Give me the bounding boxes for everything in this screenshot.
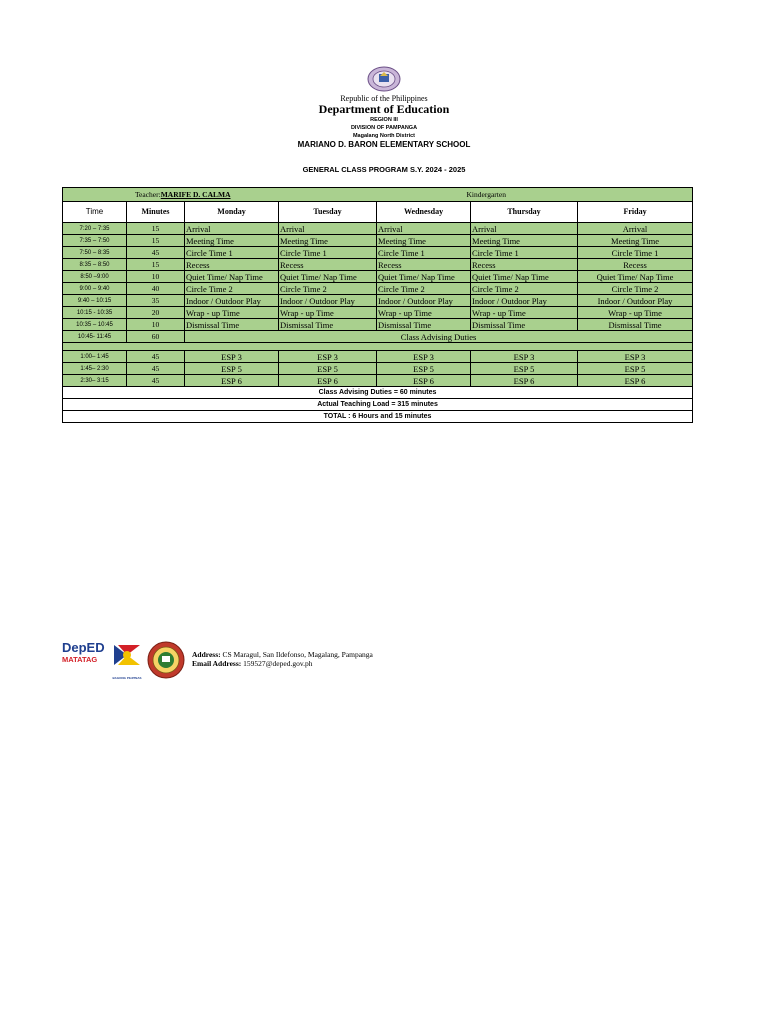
activity-cell: Quiet Time/ Nap Time [377, 271, 471, 283]
teacher-name: MARIFE D. CALMA [160, 189, 231, 199]
schedule-row [63, 375, 693, 387]
activity-cell: Recess [279, 259, 377, 271]
activity-cell: Quiet Time/ Nap Time [279, 271, 377, 283]
schedule-row [63, 223, 693, 235]
activity-cell: Recess [578, 259, 693, 271]
email-text: 159527@deped.gov.ph [243, 659, 313, 668]
schedule-row [63, 351, 693, 363]
activity-cell: Arrival [377, 223, 471, 235]
activity-cell: Arrival [471, 223, 578, 235]
subject-cell: ESP 3 [279, 351, 377, 363]
schedule-row [63, 295, 693, 307]
email-label: Email Address: [192, 659, 242, 668]
grade-level: Kindergarten [466, 189, 506, 199]
activity-cell: Meeting Time [377, 235, 471, 247]
minutes-cell: 20 [127, 307, 185, 319]
deped-matatag-logo-icon [62, 640, 105, 664]
activity-cell: Circle Time 1 [578, 247, 693, 259]
activity-cell: Circle Time 2 [279, 283, 377, 295]
subject-cell: ESP 6 [185, 375, 279, 387]
department-title: Department of Education [318, 102, 450, 116]
teacher-cell [63, 188, 377, 202]
activity-cell: Indoor / Outdoor Play [377, 295, 471, 307]
minutes-cell: 10 [127, 271, 185, 283]
minutes-cell: 15 [127, 259, 185, 271]
activity-cell: Indoor / Outdoor Play [185, 295, 279, 307]
time-cell: 10:35 – 10:45 [63, 319, 127, 331]
activity-cell: Wrap - up Time [578, 307, 693, 319]
advising-row [63, 331, 693, 343]
subject-cell: ESP 5 [279, 363, 377, 375]
teacher-label: Teacher: [135, 189, 161, 199]
minutes-cell: 15 [127, 223, 185, 235]
subject-cell: ESP 5 [185, 363, 279, 375]
column-header-row [63, 202, 693, 223]
minutes-cell: 45 [127, 247, 185, 259]
activity-cell: Indoor / Outdoor Play [279, 295, 377, 307]
time-cell: 8:50 –9:00 [63, 271, 127, 283]
subject-cell: ESP 6 [471, 375, 578, 387]
col-header-time: Time [63, 202, 127, 223]
schedule-row [63, 363, 693, 375]
schedule-row [63, 319, 693, 331]
summary-row [63, 387, 693, 399]
subject-cell: ESP 3 [377, 351, 471, 363]
activity-cell: Quiet Time/ Nap Time [471, 271, 578, 283]
activity-cell: Quiet Time/ Nap Time [578, 271, 693, 283]
summary-row [63, 399, 693, 411]
program-title: GENERAL CLASS PROGRAM S.Y. 2024 - 2025 [302, 165, 466, 174]
activity-cell: Circle Time 1 [279, 247, 377, 259]
activity-cell: Arrival [279, 223, 377, 235]
spacer-cell [63, 343, 693, 351]
advising-cell: Class Advising Duties [185, 331, 693, 343]
bagong-pilipinas-logo-icon [110, 641, 144, 680]
summary-cell: Actual Teaching Load = 315 minutes [63, 399, 693, 411]
time-cell: 9:00 – 9:40 [63, 283, 127, 295]
activity-cell: Circle Time 1 [377, 247, 471, 259]
activity-cell: Meeting Time [185, 235, 279, 247]
col-header-tuesday: Tuesday [279, 202, 377, 223]
activity-cell: Circle Time 1 [471, 247, 578, 259]
schedule-row [63, 247, 693, 259]
school-seal-icon [147, 641, 185, 679]
district-line: Magalang North District [352, 133, 416, 139]
activity-cell: Arrival [185, 223, 279, 235]
activity-cell: Wrap - up Time [279, 307, 377, 319]
activity-cell: Circle Time 2 [185, 283, 279, 295]
subject-cell: ESP 5 [377, 363, 471, 375]
region-line: REGION III [370, 117, 398, 123]
republic-line: Republic of the Philippines [340, 94, 428, 103]
minutes-cell: 35 [127, 295, 185, 307]
col-header-wednesday: Wednesday [377, 202, 471, 223]
subject-cell: ESP 3 [578, 351, 693, 363]
time-cell: 1:00– 1:45 [63, 351, 127, 363]
minutes-cell: 15 [127, 235, 185, 247]
activity-cell: Dismissal Time [185, 319, 279, 331]
activity-cell: Dismissal Time [578, 319, 693, 331]
minutes-cell: 45 [127, 351, 185, 363]
activity-cell: Quiet Time/ Nap Time [185, 271, 279, 283]
subject-cell: ESP 5 [578, 363, 693, 375]
activity-cell: Meeting Time [578, 235, 693, 247]
activity-cell: Wrap - up Time [471, 307, 578, 319]
summary-cell: TOTAL : 6 Hours and 15 minutes [63, 411, 693, 423]
bagong-text: BAGONG PILIPINAS [112, 676, 142, 680]
subject-cell: ESP 6 [578, 375, 693, 387]
deped-seal-icon [366, 66, 402, 92]
col-header-minutes: Minutes [127, 202, 185, 223]
col-header-friday: Friday [578, 202, 693, 223]
activity-cell: Dismissal Time [279, 319, 377, 331]
school-name: MARIANO D. BARON ELEMENTARY SCHOOL [297, 140, 471, 149]
division-line: DIVISION OF PAMPANGA [350, 125, 418, 131]
matatag-text: MATATAG [62, 655, 98, 664]
time-cell: 10:15 - 10:35 [63, 307, 127, 319]
class-program-table [62, 187, 693, 423]
grade-cell [377, 188, 693, 202]
minutes-cell: 45 [127, 375, 185, 387]
teacher-row [63, 188, 693, 202]
subject-cell: ESP 3 [471, 351, 578, 363]
footer [62, 641, 462, 681]
summary-cell: Class Advising Duties = 60 minutes [63, 387, 693, 399]
contact-block [192, 650, 373, 668]
schedule-row [63, 307, 693, 319]
time-cell: 8:35 – 8:50 [63, 259, 127, 271]
activity-cell: Wrap - up Time [377, 307, 471, 319]
activity-cell: Indoor / Outdoor Play [578, 295, 693, 307]
minutes-cell: 60 [127, 331, 185, 343]
time-cell: 7:50 – 8:35 [63, 247, 127, 259]
time-cell: 7:35 – 7:50 [63, 235, 127, 247]
time-cell: 1:45– 2:30 [63, 363, 127, 375]
time-cell: 2:30– 3:15 [63, 375, 127, 387]
activity-cell: Arrival [578, 223, 693, 235]
activity-cell: Recess [471, 259, 578, 271]
schedule-row [63, 271, 693, 283]
activity-cell: Circle Time 2 [377, 283, 471, 295]
col-header-thursday: Thursday [471, 202, 578, 223]
activity-cell: Dismissal Time [471, 319, 578, 331]
activity-cell: Wrap - up Time [185, 307, 279, 319]
activity-cell: Circle Time 2 [471, 283, 578, 295]
schedule-row [63, 235, 693, 247]
activity-cell: Meeting Time [279, 235, 377, 247]
subject-cell: ESP 3 [185, 351, 279, 363]
activity-cell: Circle Time 2 [578, 283, 693, 295]
schedule-row [63, 259, 693, 271]
col-header-monday: Monday [185, 202, 279, 223]
subject-cell: ESP 5 [471, 363, 578, 375]
minutes-cell: 45 [127, 363, 185, 375]
minutes-cell: 10 [127, 319, 185, 331]
subject-cell: ESP 6 [279, 375, 377, 387]
activity-cell: Circle Time 1 [185, 247, 279, 259]
schedule-row [63, 283, 693, 295]
letterhead [0, 66, 768, 150]
subject-cell: ESP 6 [377, 375, 471, 387]
deped-logo-text: DepED [62, 640, 105, 655]
time-cell: 9:40 – 10:15 [63, 295, 127, 307]
activity-cell: Meeting Time [471, 235, 578, 247]
address-text: CS Maragul, San Ildefonso, Magalang, Pampanga [222, 650, 373, 659]
activity-cell: Indoor / Outdoor Play [471, 295, 578, 307]
activity-cell: Recess [185, 259, 279, 271]
summary-row [63, 411, 693, 423]
address-label: Address: [192, 650, 221, 659]
time-cell: 10:45- 11:45 [63, 331, 127, 343]
spacer-row [63, 343, 693, 351]
activity-cell: Dismissal Time [377, 319, 471, 331]
activity-cell: Recess [377, 259, 471, 271]
time-cell: 7:20 – 7:35 [63, 223, 127, 235]
minutes-cell: 40 [127, 283, 185, 295]
